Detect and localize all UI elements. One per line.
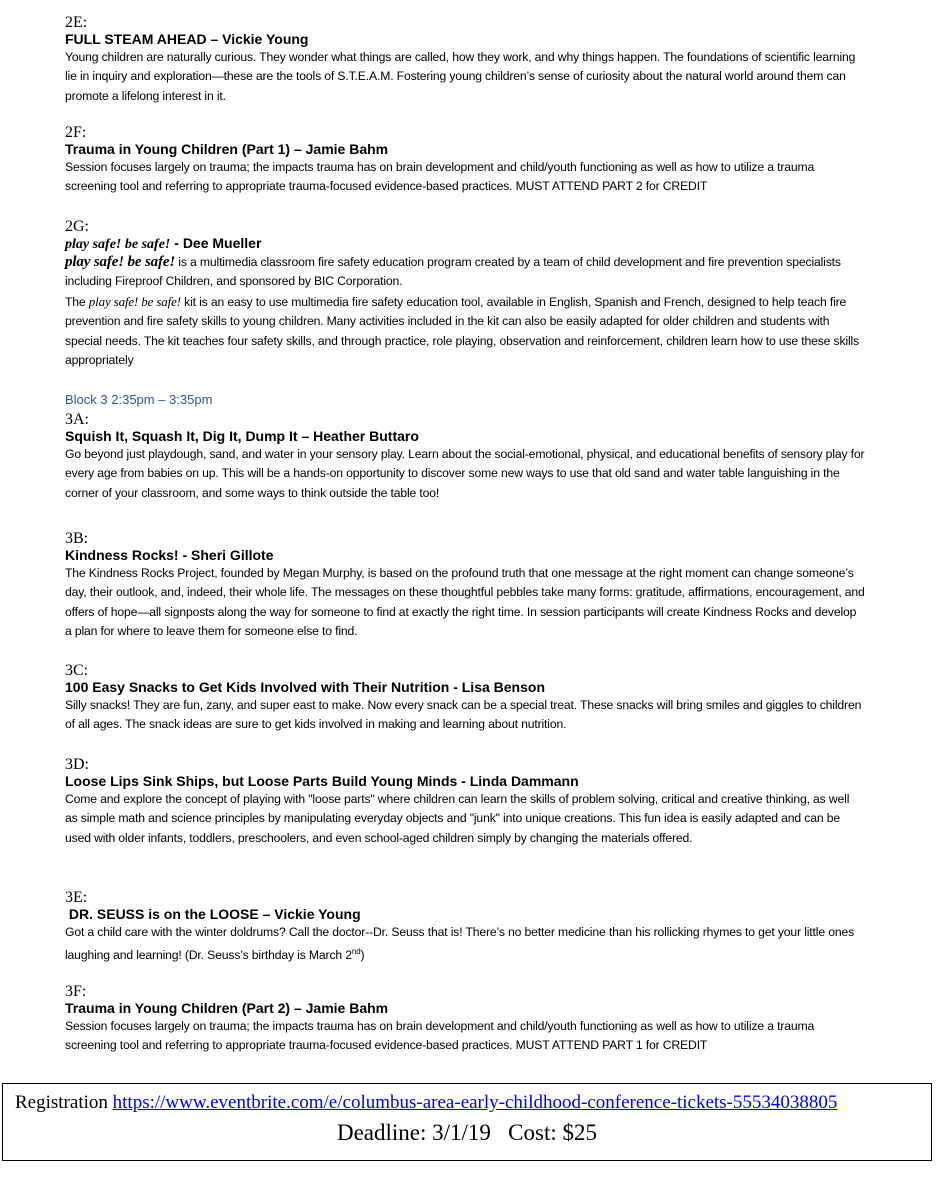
session-code: 2F:: [65, 124, 87, 141]
session-3b: [65, 530, 865, 642]
session-code: 3A:: [65, 411, 89, 428]
session-description: Go beyond just playdough, sand, and water in your sensory play. Learn about the social-emotional, physical, and educational benefits of sensory play for every age from babies on up. This will be a hands-on opportunity to discover some new ways to use that old sand and water table languishing in the corner of your classroom, and some ways to think outside the table too!: [65, 447, 865, 500]
session-2g: [65, 218, 865, 370]
session-code: 3C:: [65, 662, 89, 679]
session-code: 2G:: [65, 218, 89, 235]
session-3a: [65, 411, 865, 503]
session-3d: [65, 756, 865, 848]
deadline-cost: Deadline: 3/1/19 Cost: $25: [336, 1120, 597, 1145]
session-presenter: - Dee Mueller: [170, 235, 262, 251]
registration-link[interactable]: https://www.eventbrite.com/e/columbus-area-early-childhood-conference-tickets-55534038805: [112, 1092, 838, 1113]
session-title: Squish It, Squash It, Dig It, Dump It – Heather Buttaro: [65, 428, 419, 444]
session-title: Loose Lips Sink Ships, but Loose Parts Build Young Minds - Linda Dammann: [65, 773, 579, 789]
registration-line: [15, 1092, 837, 1114]
session-code: 2E:: [65, 14, 88, 31]
session-description: The Kindness Rocks Project, founded by Megan Murphy, is based on the profound truth that one message at the right moment can change someone’s day, their outlook, and, indeed, their whole life. The messages on these thoughtful pebbles take many forms: gratitude, affirmations, encouragement, and offers of hope—all signposts along the way for someone to find at exactly the right time. In session participants will create Kindness Rocks and develop a plan for where to leave them for someone else to find.: [65, 566, 865, 639]
session-description: Come and explore the concept of playing with "loose parts" where children can learn the skills of problem solving, critical and creative thinking, as well as simple math and science principles by manipulating everyday objects and "junk" into unique creations. This fun idea is easily adapted and can be used with older infants, toddlers, preschoolers, and even school-aged children simply by changing the materials offered.: [65, 792, 850, 845]
session-3f: [65, 983, 865, 1056]
session-code: 3F:: [65, 983, 87, 1000]
session-title: DR. SEUSS is on the LOOSE – Vickie Young: [65, 906, 361, 922]
session-title: 100 Easy Snacks to Get Kids Involved with Their Nutrition - Lisa Benson: [65, 679, 545, 695]
program-name-italic: play safe! be safe!: [88, 293, 181, 309]
program-name-italic: play safe! be safe!: [65, 237, 171, 252]
block-3-heading: Block 3 2:35pm – 3:35pm: [65, 392, 213, 407]
session-description: Got a child care with the winter doldrums? Call the doctor--Dr. Seuss that is! There’s no better medicine than his rollicking rhymes to get your little ones laughing and learning! (Dr. Seuss’s birthday is March 2nd): [65, 925, 855, 963]
program-name-italic: play safe! be safe!: [65, 254, 176, 270]
session-title: Trauma in Young Children (Part 1) – Jamie Bahm: [65, 141, 389, 157]
registration-label: Registration: [15, 1092, 113, 1113]
session-description: Silly snacks! They are fun, zany, and super east to make. Now every snack can be a special treat. These snacks will bring smiles and giggles to children of all ages. The snack ideas are sure to get kids involved in making and learning about nutrition.: [65, 698, 862, 732]
session-title: Trauma in Young Children (Part 2) – Jamie Bahm: [65, 1000, 389, 1016]
session-3e: [65, 889, 865, 966]
registration-box: [2, 1083, 932, 1161]
session-title: Kindness Rocks! - Sheri Gillote: [65, 547, 274, 563]
session-description-2: The play safe! be safe! kit is an easy to use multimedia fire safety education tool, available in English, Spanish and French, designed to help teach fire prevention and fire safety skills to young children. Many activities included in the kit can also be easily adapted for older children and students with special needs. The kit teaches four safety skills, and through practice, role playing, observation and reinforcement, children learn how to use these skills appropriately: [65, 293, 860, 368]
session-title: [65, 235, 865, 253]
session-3c: [65, 662, 865, 735]
session-description: Session focuses largely on trauma; the impacts trauma has on brain development and child/youth functioning as well as how to utilize a trauma screening tool and referring to appropriate trauma-focused evidence-based practices. MUST ATTEND PART 2 for CREDIT: [65, 160, 815, 194]
session-2f: [65, 124, 865, 197]
session-code: 3B:: [65, 530, 89, 547]
session-description: Session focuses largely on trauma; the impacts trauma has on brain development and child/youth functioning as well as how to utilize a trauma screening tool and referring to appropriate trauma-focused evidence-based practices. MUST ATTEND PART 1 for CREDIT: [65, 1019, 815, 1053]
session-code: 3D:: [65, 756, 89, 773]
session-description: Young children are naturally curious. They wonder what things are called, how they work, and why things happen. The foundations of scientific learning lie in inquiry and exploration—these are the tools of S.T.E.A.M. Fostering young children’s sense of curiosity about the natural world around them can promote a lifelong interest in it.: [65, 50, 856, 103]
session-title: FULL STEAM AHEAD – Vickie Young: [65, 31, 309, 47]
session-code: 3E:: [65, 889, 88, 906]
session-description-1: play safe! be safe! is a multimedia classroom fire safety education program created by a team of child development and fire prevention specialists including Fireproof Children, and sponsored by BIC Corporation.: [65, 254, 841, 289]
session-2e: [65, 14, 865, 106]
